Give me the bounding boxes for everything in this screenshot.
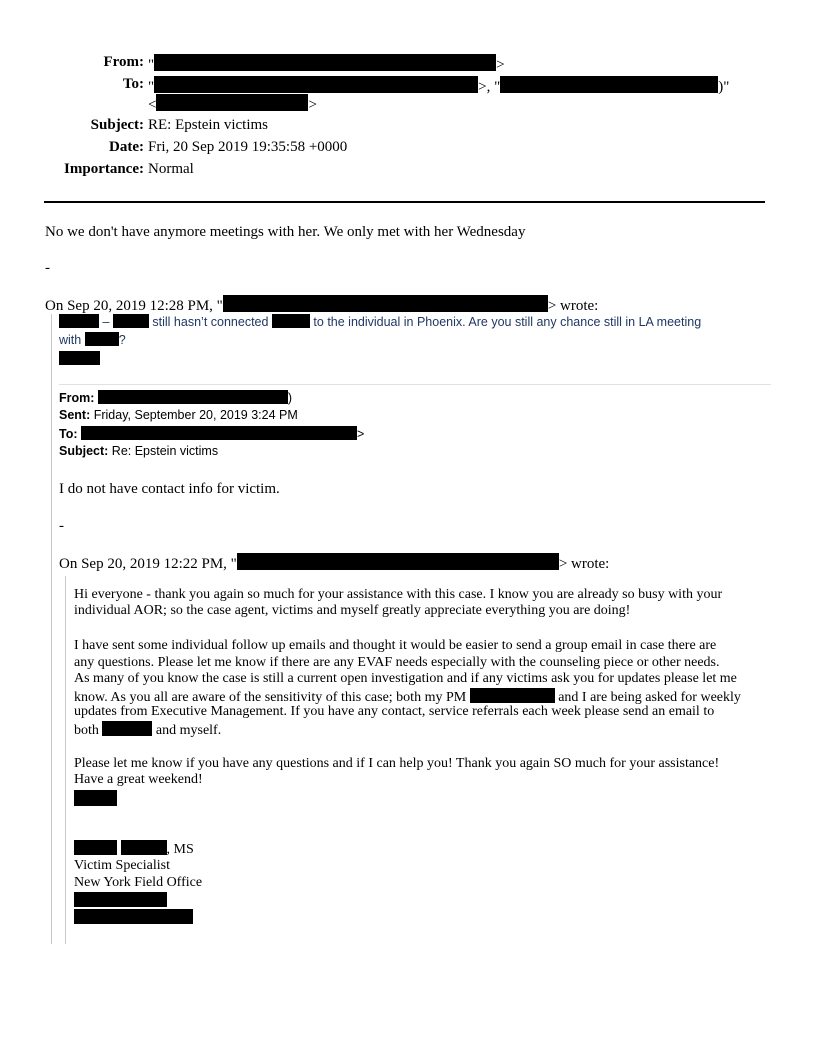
line-text: and myself. <box>155 723 222 738</box>
signature-name <box>74 840 194 859</box>
quote-bar-2 <box>65 576 66 944</box>
para-1-line-1: Hi everyone - thank you again so much for your assistance with this case. I know you are already so busy with your <box>74 587 723 602</box>
redacted-block <box>470 688 555 703</box>
redacted-block <box>102 721 152 736</box>
date-label: Date: <box>109 139 144 155</box>
para-1-line-2: individual AOR; so the case agent, victims and myself greatly appreciate everything you are doing! <box>74 603 631 618</box>
quoted-text: ? <box>118 333 126 347</box>
quoted-text: still hasn’t connected <box>152 315 269 329</box>
meta-sent-label: Sent: <box>59 408 91 422</box>
meta-sent <box>59 408 298 422</box>
attribution-prefix: On Sep 20, 2019 12:28 PM, " <box>45 298 223 314</box>
signature-office: New York Field Office <box>74 875 203 890</box>
para-2-line-3: As many of you know the case is still a current open investigation and if any victims ask you for updates please let me <box>74 671 737 686</box>
redacted-block <box>223 295 548 312</box>
para-2-line-1: I have sent some individual follow up emails and thought it would be easier to send a group email in case there are <box>74 638 717 653</box>
redacted-block <box>59 314 99 328</box>
forward-body: I do not have contact info for victim. <box>59 481 280 497</box>
redacted-block <box>500 76 718 93</box>
date-value: Fri, 20 Sep 2019 19:35:58 +0000 <box>148 139 348 155</box>
para-2-line-2: any questions. Please let me know if there are any EVAF needs especially with the counseling piece or other needs. <box>74 655 720 670</box>
attribution-suffix: > wrote: <box>547 298 599 314</box>
meta-to: To: > <box>59 427 365 441</box>
para-2-line-5: updates from Executive Management. If you have any contact, service referrals each week please send an email to <box>74 704 715 719</box>
quoted-line-1 <box>59 314 701 329</box>
importance-label: Importance: <box>64 161 144 177</box>
redacted-block <box>81 426 357 440</box>
signature-credential: , MS <box>166 842 194 857</box>
quoted-line-2 <box>59 332 126 347</box>
meta-from: From: ) <box>59 391 293 405</box>
forward-attribution <box>59 553 609 573</box>
redacted-block <box>156 94 308 111</box>
reply-attribution <box>45 295 598 315</box>
subject-value: RE: Epstein victims <box>148 117 268 133</box>
redacted-block <box>59 351 100 365</box>
redacted-block <box>74 790 117 806</box>
reply-text: No we don't have anymore meetings with her. We only met with her Wednesday <box>45 224 526 240</box>
redacted-block <box>272 314 310 328</box>
meta-from-label: From: <box>59 391 95 405</box>
signature-redacted-1 <box>74 892 167 911</box>
reply-dash: - <box>45 260 50 276</box>
quote-bar-1 <box>51 314 52 944</box>
meta-subject-label: Subject: <box>59 444 109 458</box>
para-3-line-2: Have a great weekend! <box>74 772 203 787</box>
header-divider <box>44 201 765 203</box>
subject-label: Subject: <box>90 117 144 133</box>
redacted-name <box>74 790 117 810</box>
redacted-block <box>113 314 149 328</box>
meta-to-label: To: <box>59 427 78 441</box>
redacted-block <box>74 840 117 855</box>
meta-subject <box>59 444 218 458</box>
redacted-block <box>237 553 559 570</box>
signature-redacted-2 <box>74 909 193 928</box>
redacted-block <box>74 909 193 924</box>
redacted-block <box>85 332 119 346</box>
from-label: From: <box>103 54 144 70</box>
quoted-line-3 <box>59 350 100 368</box>
to-value-cont: < > <box>148 94 317 114</box>
attribution-prefix: On Sep 20, 2019 12:22 PM, " <box>59 556 237 572</box>
para-2-line-6 <box>74 721 221 740</box>
redacted-block <box>154 76 478 93</box>
line-text: and I are being asked for weekly <box>558 690 741 705</box>
line-text: know. As you all are aware of the sensitivity of this case; both my PM <box>74 690 467 705</box>
meta-sent-value: Friday, September 20, 2019 3:24 PM <box>93 408 298 422</box>
dash-text: – <box>102 315 110 329</box>
redacted-block <box>121 840 167 855</box>
signature-title: Victim Specialist <box>74 858 170 873</box>
to-label: To: <box>122 76 144 92</box>
attribution-suffix: > wrote: <box>558 556 610 572</box>
line-text: both <box>74 723 99 738</box>
quoted-text: with <box>59 333 82 347</box>
quoted-text: to the individual in Phoenix. Are you still any chance still in LA meeting <box>313 315 702 329</box>
to-value: " >, " )" <box>148 76 729 96</box>
para-3-line-1: Please let me know if you have any questions and if I can help you! Thank you again SO much for your assistance! <box>74 756 720 771</box>
meta-divider <box>59 384 771 385</box>
from-value: " > <box>148 54 505 74</box>
forward-dash: - <box>59 518 64 534</box>
meta-subject-value: Re: Epstein victims <box>111 444 219 458</box>
importance-value: Normal <box>148 161 194 177</box>
redacted-block <box>98 390 288 404</box>
redacted-block <box>74 892 167 907</box>
redacted-block <box>154 54 496 71</box>
